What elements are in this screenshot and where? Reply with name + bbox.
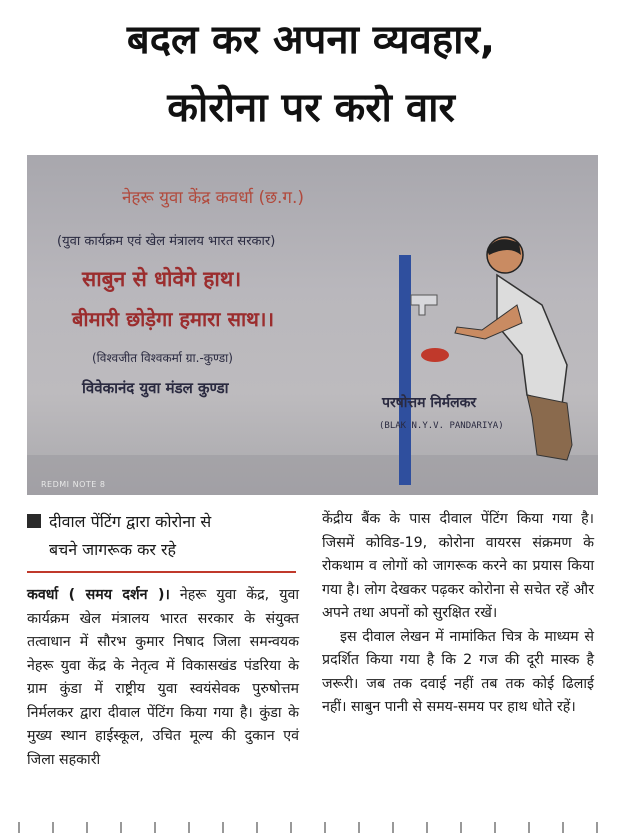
wall-mandal-name: विवेकानंद युवा मंडल कुण्डा bbox=[82, 379, 229, 397]
dateline: कवर्धा ( समय दर्शन )। bbox=[27, 587, 170, 603]
wall-ministry-text: (युवा कार्यक्रम एवं खेल मंत्रालय भारत सरकार) bbox=[57, 234, 276, 249]
article-right-paragraph-1: केंद्रीय बैंक के पास दीवाल पेंटिंग किया गया है। जिसमें कोविड-19, कोरोना वायरस संक्रमण के रोकथाम व लोगों को जागरूक करने का प्रयास किया गया है। लोग देखकर पढ़कर कोरोना से सचेत रहें और अपने तथा अपनों को सुरक्षित रखें। bbox=[322, 511, 594, 621]
soap-bar bbox=[421, 348, 449, 362]
wall-org-text: नेहरू युवा केंद्र कवर्धा (छ.ग.) bbox=[122, 188, 305, 208]
cropped-next-headline bbox=[0, 822, 622, 833]
article-left-text: नेहरू युवा केंद्र, युवा कार्यक्रम खेल मंत्रालय भारत सरकार के संयुक्त तत्वाधान में सौरभ कुमार निषाद जिला समन्वयक नेहरू युवा केंद्र के नेतृत्व में विकासखंड पंडरिया के ग्राम कुंडा में राष्ट्रीय युवा स्वयंसेवक पुरुषोत्तम निर्मलकर द्वारा दीवाल पेंटिंग किया गया है। कुंडा के मुख्य स्थान हाईस्कूल, उचित मूल्य की दुकान एवं जिला सहकारी bbox=[27, 587, 300, 768]
wall-artist-credit: (विश्वजीत विश्वकर्मा ग्रा.-कुण्डा) bbox=[92, 351, 233, 365]
subhead-underline bbox=[27, 571, 296, 573]
subhead-line-1: दीवाल पेंटिंग द्वारा कोरोना से bbox=[49, 512, 212, 531]
article-column-left bbox=[27, 584, 299, 772]
article-column-right bbox=[322, 508, 594, 720]
wall-block-label: (BLAK N.Y.V. PANDARIYA) bbox=[379, 421, 504, 431]
person-shirt bbox=[497, 275, 567, 405]
article-right-paragraph-2: इस दीवाल लेखन में नामांकित चित्र के माध्यम से प्रदर्शित किया गया है कि 2 गज की दूरी मास्क है जरूरी। जब तक दवाई नहीं तब तक कोई ढिलाई नहीं। साबुन पानी से समय-समय पर हाथ धोते रहें। bbox=[322, 628, 594, 715]
water-pipe bbox=[399, 255, 411, 485]
person-pants bbox=[527, 395, 572, 460]
bullet-square-icon bbox=[27, 514, 41, 528]
wall-slogan-line-1: साबुन से धोवेगे हाथ। bbox=[82, 267, 242, 291]
wall-painter-name: परषोत्तम निर्मलकर bbox=[382, 395, 477, 411]
wall-slogan-line-2: बीमारी छोड़ेगा हमारा साथ।। bbox=[72, 307, 275, 331]
camera-watermark: REDMI NOTE 8 bbox=[41, 480, 106, 489]
subhead-line-2: बचने जागरूक कर रहे bbox=[49, 540, 177, 559]
water-tap bbox=[411, 295, 437, 315]
headline bbox=[0, 6, 622, 142]
headline-line-2: कोरोना पर करो वार bbox=[167, 85, 455, 131]
headline-line-1: बदल कर अपना व्यवहार, bbox=[126, 17, 496, 63]
article-subhead bbox=[27, 508, 307, 564]
wall-painting-photo bbox=[27, 155, 598, 495]
